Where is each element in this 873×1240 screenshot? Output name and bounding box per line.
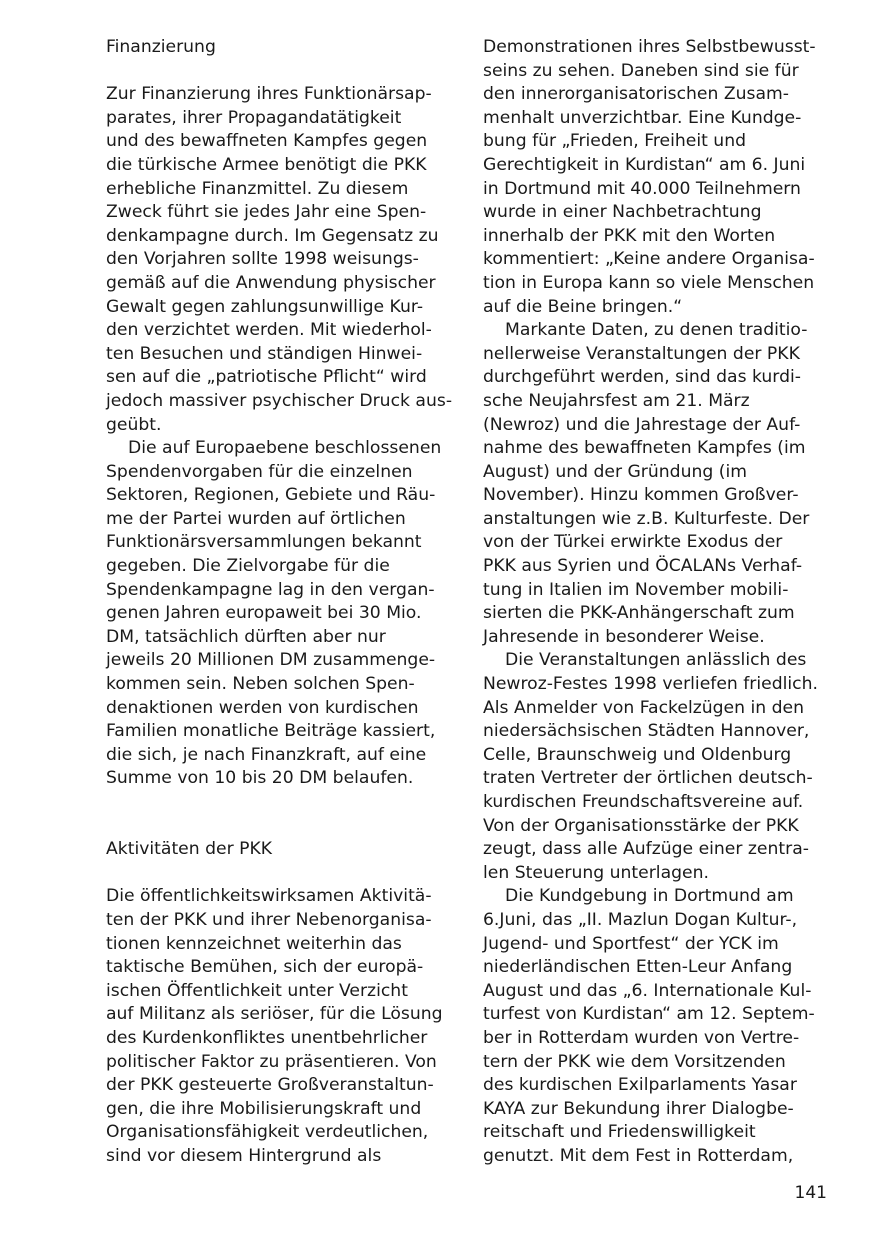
text-line: denkampagne durch. Im Gegensatz zu xyxy=(106,225,439,246)
right-column xyxy=(483,36,838,1169)
text-line: jeweils 20 Millionen DM zusammenge- xyxy=(106,650,436,671)
text-line: geübt. xyxy=(106,414,162,435)
text-line: November). Hinzu kommen Großver- xyxy=(483,485,799,506)
text-line: niedersächsischen Städten Hannover, xyxy=(483,721,810,742)
text-line: sierten die PKK-Anhängerschaft zum xyxy=(483,603,795,624)
text-line: von der Türkei erwirkte Exodus der xyxy=(483,532,783,553)
text-line: gen, die ihre Mobilisierungskraft und xyxy=(106,1098,422,1119)
text-line: der PKK gesteuerte Großveranstaltun- xyxy=(106,1075,434,1096)
text-line: auf Militanz als seriöser, für die Lösung xyxy=(106,1004,443,1025)
text-line: bung für „Frieden, Freiheit und xyxy=(483,131,747,152)
text-line: des Kurdenkonfliktes unentbehrlicher xyxy=(106,1027,428,1048)
spacer xyxy=(106,791,461,838)
page-number: 141 xyxy=(794,1183,827,1203)
text-line: ten der PKK und ihrer Nebenorganisa- xyxy=(106,909,432,930)
text-line: sche Neujahrsfest am 21. März xyxy=(483,390,750,411)
text-line: wurde in einer Nachbetrachtung xyxy=(483,202,762,223)
text-line: me der Partei wurden auf örtlichen xyxy=(106,508,406,529)
text-line: Zweck führt sie jedes Jahr eine Spen- xyxy=(106,202,427,223)
text-line: nahme des bewaffneten Kampfes (im xyxy=(483,438,806,459)
text-line: des kurdischen Exilparlaments Yasar xyxy=(483,1075,797,1096)
text-line: in Dortmund mit 40.000 Teilnehmern xyxy=(483,178,801,199)
text-line: ischen Öffentlichkeit unter Verzicht xyxy=(106,980,408,1001)
text-line: anstaltungen wie z.B. Kulturfeste. Der xyxy=(483,508,810,529)
text-line: Organisationsfähigkeit verdeutlichen, xyxy=(106,1122,429,1143)
paragraph-continued xyxy=(483,36,838,319)
text-line: erhebliche Finanzmittel. Zu diesem xyxy=(106,178,409,199)
text-line: August) und der Gründung (im xyxy=(483,461,747,482)
text-line: gegeben. Die Zielvorgabe für die xyxy=(106,556,390,577)
text-line: Sektoren, Regionen, Gebiete und Räu- xyxy=(106,485,436,506)
text-line: Spendenvorgaben für die einzelnen xyxy=(106,461,413,482)
text-line: denaktionen werden von kurdischen xyxy=(106,697,419,718)
text-line: Die öffentlichkeitswirksamen Aktivitä- xyxy=(106,886,432,907)
text-line: Jahresende in besonderer Weise. xyxy=(483,626,765,647)
text-line: den Vorjahren sollte 1998 weisungs- xyxy=(106,249,419,270)
text-line: Jugend- und Sportfest“ der YCK im xyxy=(483,933,779,954)
text-line: 6.Juni, das „II. Mazlun Dogan Kultur-, xyxy=(483,909,798,930)
text-line: auf die Beine bringen.“ xyxy=(483,296,683,317)
text-line: und des bewaffneten Kampfes gegen xyxy=(106,131,428,152)
text-line: Die auf Europaebene beschlossenen xyxy=(128,438,442,459)
text-line: sind vor diesem Hintergrund als xyxy=(106,1145,382,1166)
text-line: KAYA zur Bekundung ihrer Dialogbe- xyxy=(483,1098,794,1119)
text-line: Spendenkampagne lag in den vergan- xyxy=(106,579,435,600)
text-line: jedoch massiver psychischer Druck aus- xyxy=(106,390,453,411)
text-line: kommentiert: „Keine andere Organisa- xyxy=(483,249,815,270)
text-line: traten Vertreter der örtlichen deutsch- xyxy=(483,768,813,789)
text-line: Gewalt gegen zahlungsunwillige Kur- xyxy=(106,296,424,317)
text-line: Zur Finanzierung ihres Funktionärsap- xyxy=(106,84,432,105)
text-line: den innerorganisatorischen Zusam- xyxy=(483,84,789,105)
text-line: Die Kundgebung in Dortmund am xyxy=(505,886,794,907)
section-heading-finanzierung: Finanzierung xyxy=(106,37,216,57)
text-line: Als Anmelder von Fackelzügen in den xyxy=(483,697,804,718)
paragraph-finance-2 xyxy=(106,437,461,791)
text-line: Summe von 10 bis 20 DM belaufen. xyxy=(106,768,414,789)
text-line: tung in Italien im November mobili- xyxy=(483,579,789,600)
paragraph-rally xyxy=(483,885,838,1168)
text-line: genutzt. Mit dem Fest in Rotterdam, xyxy=(483,1145,794,1166)
text-line: seins zu sehen. Daneben sind sie für xyxy=(483,60,799,81)
text-line: ber in Rotterdam wurden von Vertre- xyxy=(483,1027,800,1048)
text-line: tionen kennzeichnet weiterhin das xyxy=(106,933,402,954)
text-line: Markante Daten, zu denen traditio- xyxy=(505,320,808,341)
paragraph-dates xyxy=(483,319,838,649)
text-line: August und das „6. Internationale Kul- xyxy=(483,980,812,1001)
text-line: ten Besuchen und ständigen Hinwei- xyxy=(106,343,423,364)
text-line: politischer Faktor zu präsentieren. Von xyxy=(106,1051,437,1072)
text-line: Celle, Braunschweig und Oldenburg xyxy=(483,744,792,765)
text-line: taktische Bemühen, sich der europä- xyxy=(106,957,424,978)
text-line: sen auf die „patriotische Pflicht“ wird xyxy=(106,367,427,388)
text-line: DM, tatsächlich dürften aber nur xyxy=(106,626,386,647)
text-line: durchgeführt werden, sind das kurdi- xyxy=(483,367,801,388)
text-line: Die Veranstaltungen anlässlich des xyxy=(505,650,807,671)
paragraph-activities-1 xyxy=(106,885,461,1168)
text-line: len Steuerung unterlagen. xyxy=(483,862,709,883)
text-line: reitschaft und Friedenswilligkeit xyxy=(483,1122,756,1143)
text-line: innerhalb der PKK mit den Worten xyxy=(483,225,776,246)
text-line: niederländischen Etten-Leur Anfang xyxy=(483,957,793,978)
text-line: genen Jahren europaweit bei 30 Mio. xyxy=(106,603,422,624)
paragraph-newroz xyxy=(483,649,838,885)
paragraph-finance-1 xyxy=(106,83,461,437)
text-line: Newroz-Festes 1998 verliefen friedlich. xyxy=(483,674,818,695)
text-line: tern der PKK wie dem Vorsitzenden xyxy=(483,1051,786,1072)
text-line: Funktionärsversammlungen bekannt xyxy=(106,532,422,553)
text-line: gemäß auf die Anwendung physischer xyxy=(106,272,436,293)
text-line: Gerechtigkeit in Kurdistan“ am 6. Juni xyxy=(483,154,806,175)
spacer xyxy=(106,60,461,84)
text-line: die sich, je nach Finanzkraft, auf eine xyxy=(106,744,427,765)
text-line: tion in Europa kann so viele Menschen xyxy=(483,272,815,293)
text-line: zeugt, dass alle Aufzüge einer zentra- xyxy=(483,839,809,860)
text-line: den verzichtet werden. Mit wiederhol- xyxy=(106,320,432,341)
text-line: turfest von Kurdistan“ am 12. Septem- xyxy=(483,1004,815,1025)
text-line: Familien monatliche Beiträge kassiert, xyxy=(106,721,436,742)
text-line: die türkische Armee benötigt die PKK xyxy=(106,154,427,175)
text-line: parates, ihrer Propagandatätigkeit xyxy=(106,107,402,128)
text-line: menhalt unverzichtbar. Eine Kundge- xyxy=(483,107,802,128)
text-line: PKK aus Syrien und ÖCALANs Verhaf- xyxy=(483,556,803,577)
text-line: kurdischen Freundschaftsvereine auf. xyxy=(483,792,804,812)
text-line: Demonstrationen ihres Selbstbewusst- xyxy=(483,37,816,57)
text-line: Von der Organisationsstärke der PKK xyxy=(483,815,799,836)
left-column xyxy=(106,36,461,1169)
text-line: kommen sein. Neben solchen Spen- xyxy=(106,674,415,695)
text-line: (Newroz) und die Jahrestage der Auf- xyxy=(483,414,801,435)
section-heading-aktivitaeten: Aktivitäten der PKK xyxy=(106,839,273,860)
text-line: nellerweise Veranstaltungen der PKK xyxy=(483,343,800,364)
spacer xyxy=(106,862,461,886)
